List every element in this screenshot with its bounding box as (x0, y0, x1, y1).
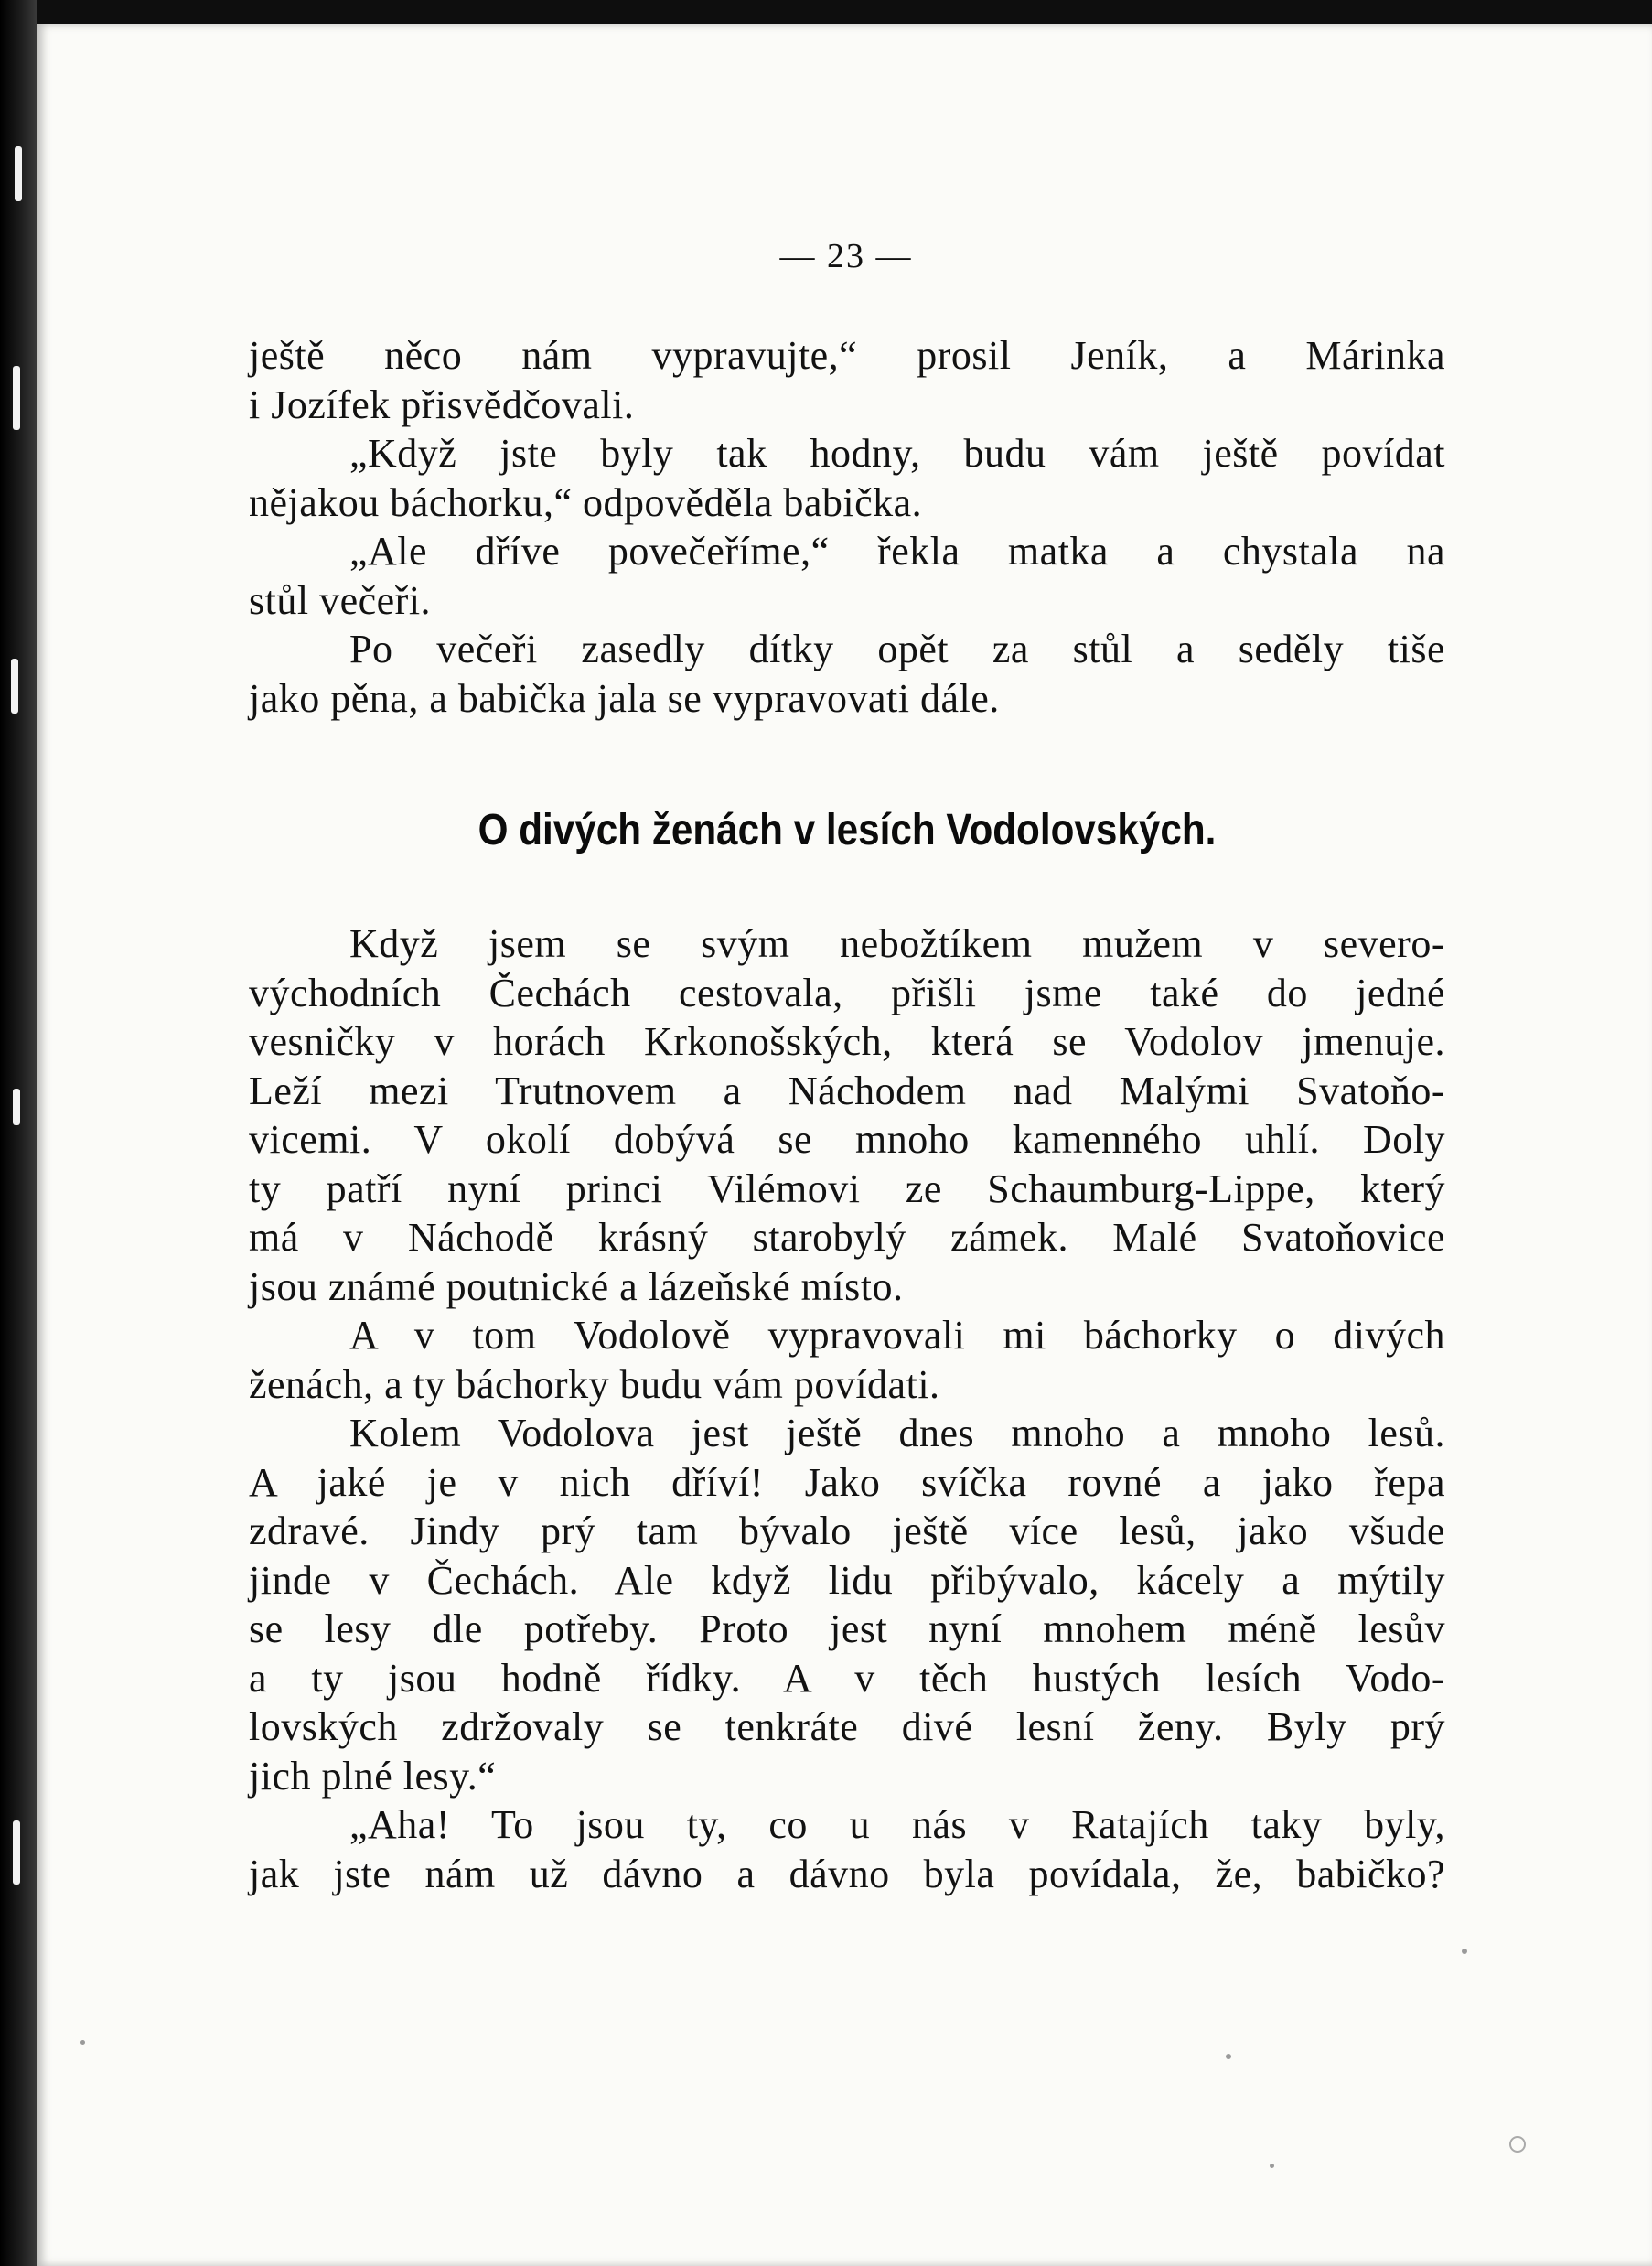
page-number: — 23 — (779, 237, 913, 275)
text-line: stůl večeři. (249, 577, 432, 623)
text-line: Leží mezi Trutnovem a Náchodem nad Malými Svatoňo- (249, 1068, 1445, 1113)
text-line: „Když jste byly tak hodny, budu vám ještě povídat (349, 431, 1445, 476)
text-line: jinde v Čechách. Ale když lidu přibývalo, kácely a mýtily (249, 1557, 1445, 1603)
text-line: ještě něco nám vypravujte,“ prosil Jeník, a Márinka (249, 333, 1445, 378)
text-line: „Aha! To jsou ty, co u nás v Ratajích taky byly, (349, 1802, 1445, 1847)
text-line: se lesy dle potřeby. Proto jest nyní mnohem méně lesův (249, 1606, 1445, 1651)
text-line: Kolem Vodolova jest ještě dnes mnoho a mnoho lesů. (349, 1411, 1445, 1455)
chapter-title: O divých ženách v lesích Vodolovských. (477, 806, 1217, 854)
text-line: vesničky v horách Krkonošských, která se Vodolov jmenuje. (249, 1019, 1445, 1064)
paper-speck (1226, 2054, 1231, 2059)
paper-speck (1462, 1949, 1467, 1954)
text-line: jsou známé poutnické a lázeňské místo. (249, 1263, 904, 1309)
text-line: A v tom Vodolově vypravovali mi báchorky o divých (349, 1313, 1445, 1358)
text-line: „Ale dříve povečeříme,“ řekla matka a chystala na (349, 529, 1445, 574)
book-spine (0, 0, 37, 2266)
spine-mark (11, 659, 18, 714)
story-paragraphs (249, 919, 1445, 1898)
text-line: nějakou báchorku,“ odpověděla babička. (249, 479, 923, 525)
paper-speck (1270, 2164, 1274, 2168)
spine-mark (13, 1089, 20, 1125)
paper-speck (80, 2040, 85, 2045)
text-line: jich plné lesy.“ (249, 1753, 497, 1799)
text-line: A jaké je v nich dříví! Jako svíčka rovné a jako řepa (249, 1459, 1445, 1505)
paper-speck (1509, 2136, 1526, 2153)
text-line: i Jozífek přisvědčovali. (249, 381, 635, 427)
text-line: zdravé. Jindy prý tam bývalo ještě více lesů, jako všude (249, 1509, 1445, 1553)
text-line: ženách, a ty báchorky budu vám povídati. (249, 1361, 940, 1407)
text-line: jak jste nám už dávno a dávno byla povídala, že, babičko? (249, 1851, 1445, 1896)
text-line: Po večeři zasedly dítky opět za stůl a seděly tiše (349, 627, 1445, 671)
text-line: lovských zdržovaly se tenkráte divé lesní ženy. Byly prý (249, 1704, 1445, 1749)
spine-mark (15, 146, 22, 201)
text-line: Když jsem se svým nebožtíkem mužem v severo- (349, 921, 1445, 966)
text-line: a ty jsou hodně řídky. A v těch hustých lesích Vodo- (249, 1655, 1445, 1701)
text-line: východních Čechách cestovala, přišli jsme také do jedné (249, 970, 1445, 1015)
text-line: má v Náchodě krásný starobylý zámek. Malé Svatoňovice (249, 1215, 1445, 1260)
intro-paragraphs (249, 331, 1445, 723)
text-line: ty patří nyní princi Vilémovi ze Schaumburg-Lippe, který (249, 1165, 1445, 1211)
spine-mark (13, 1820, 20, 1885)
text-line: vicemi. V okolí dobývá se mnoho kamenného uhlí. Doly (249, 1117, 1445, 1162)
text-line: jako pěna, a babička jala se vypravovati dále. (249, 675, 1000, 721)
spine-mark (13, 366, 20, 430)
